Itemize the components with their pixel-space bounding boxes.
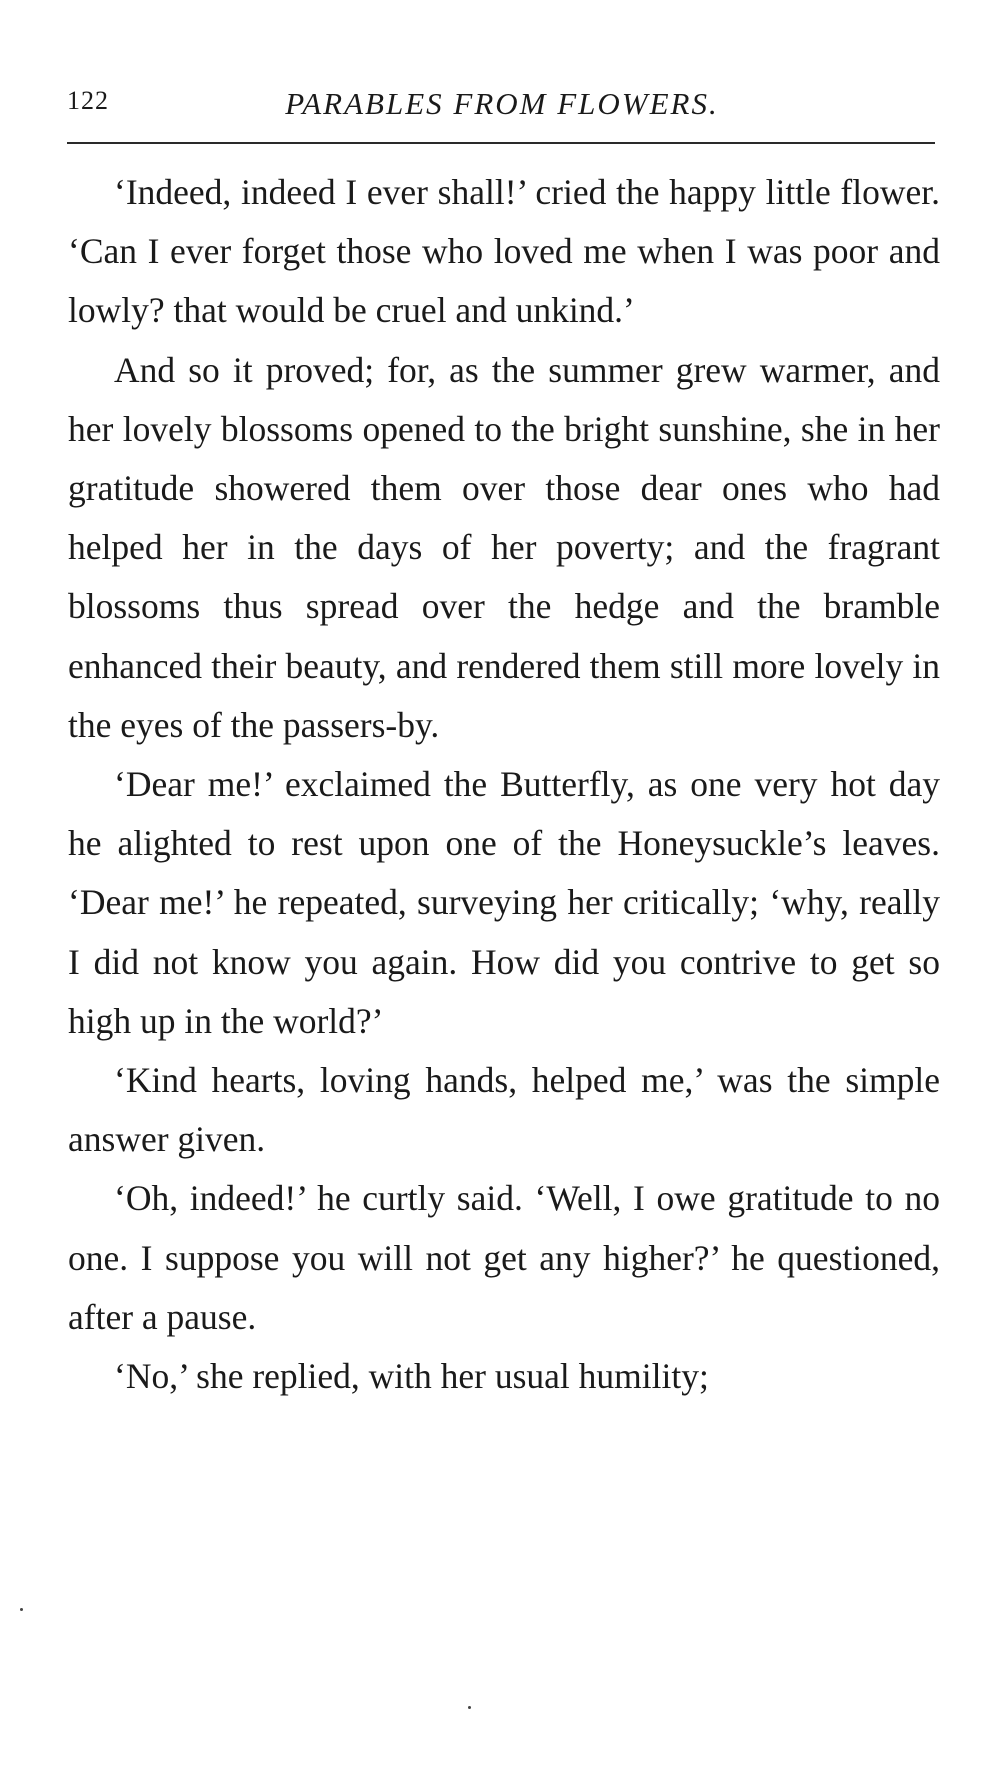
paragraph: ‘Kind hearts, loving hands, helped me,’ was the simple answer given. [68,1060,940,1160]
paragraph: And so it proved; for, as the summer grew warmer, and her lovely blossoms opened to the bright sunshine, she in her gratitude showered them over those dear ones who had helped her in the days of her poverty; and the fragrant blossoms thus spread over the hedge and the bramble enhanced their beauty, and rendered them still more lovely in the eyes of the passers-by. [68,349,940,745]
page-number: 122 [67,86,109,115]
body-text [68,163,940,1406]
print-speck [20,1608,23,1611]
running-title: PARABLES FROM FLOWERS. [285,86,719,121]
print-speck [468,1706,471,1709]
paragraph: ‘Indeed, indeed I ever shall!’ cried the happy little flower. ‘Can I ever forget those who loved me when I was poor and lowly? that would be cruel and unkind.’ [68,172,940,331]
paragraph: ‘No,’ she replied, with her usual humility; [114,1356,709,1397]
page-header [67,86,937,126]
paragraph: ‘Dear me!’ exclaimed the Butterfly, as one very hot day he alighted to rest upon one of the Honeysuckle’s leaves. ‘Dear me!’ he repeated, surveying her critically; ‘why, really I did not know you again. How did you contrive to get so high up in the world?’ [68,764,940,1041]
header-rule [67,142,935,144]
paragraph: ‘Oh, indeed!’ he curtly said. ‘Well, I owe gratitude to no one. I suppose you will not get any higher?’ he questioned, after a pause. [68,1178,940,1337]
